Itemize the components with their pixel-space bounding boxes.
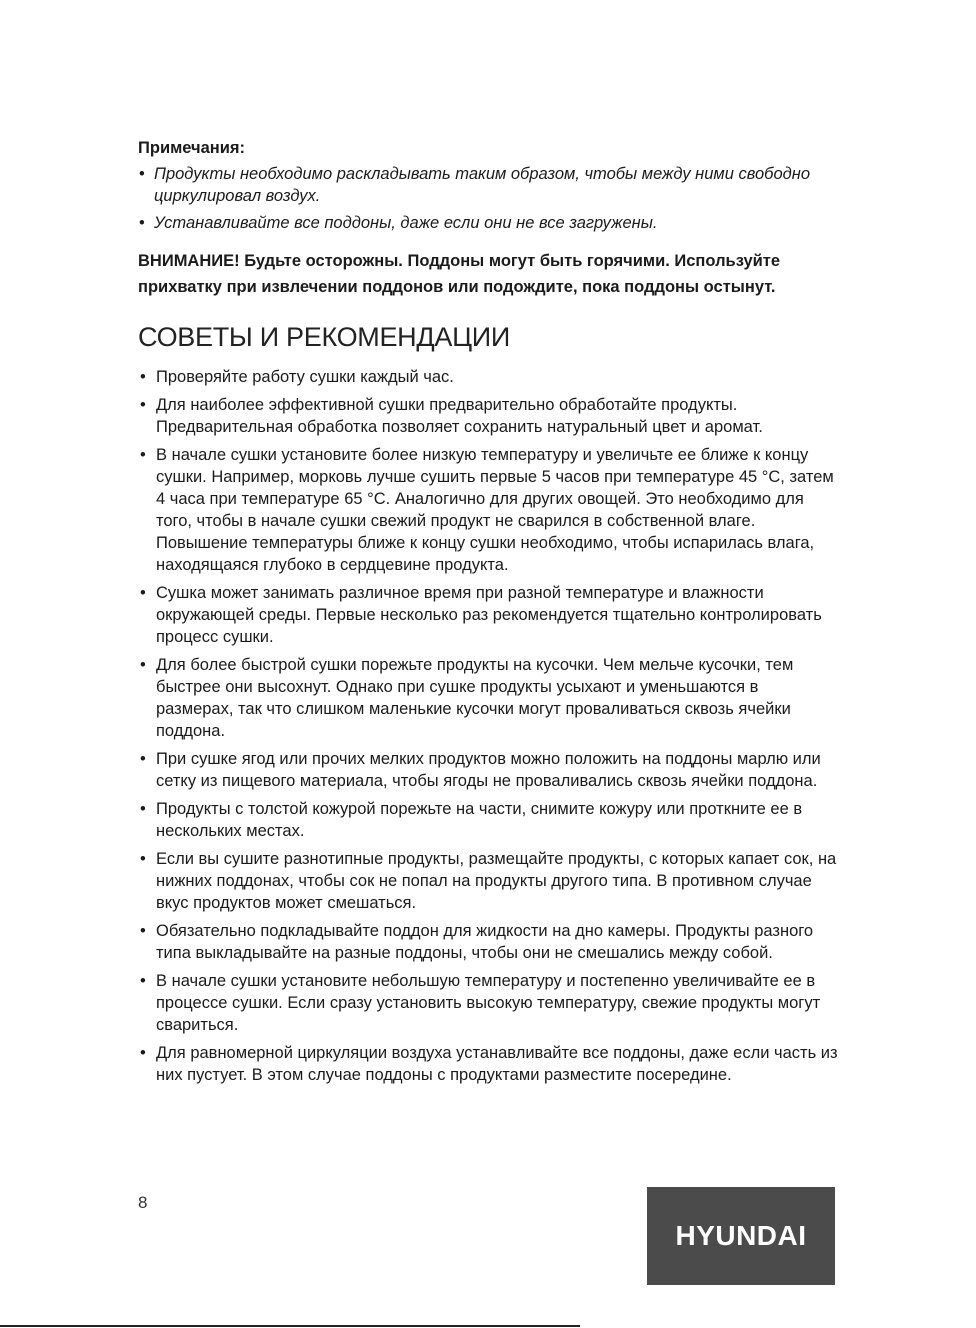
tip-item (138, 366, 838, 388)
bullet-icon: • (139, 165, 145, 183)
note-text: Устанавливайте все поддоны, даже если они не все загружены. (154, 214, 658, 232)
tip-text: Продукты с толстой кожурой порежьте на части, снимите кожуру или проткните ее в нескольких местах. (156, 800, 803, 840)
bullet-icon: • (140, 750, 146, 768)
tip-item (138, 848, 838, 914)
note-item (138, 212, 838, 234)
section-title: СОВЕТЫ И РЕКОМЕНДАЦИИ (138, 322, 510, 352)
brand-logo (647, 1187, 835, 1285)
note-item (138, 163, 838, 207)
tip-text: Сушка может занимать различное время при разной температуре и влажности окружающей среды. Первые несколько раз рекомендуется тщательно контролировать процесс сушки. (156, 584, 822, 646)
bullet-icon: • (140, 972, 146, 990)
tip-text: В начале сушки установите небольшую температуру и постепенно увеличивайте ее в процессе сушки. Если сразу установить высокую температуру, свежие продукты могут свариться. (156, 972, 821, 1034)
tip-text: Для наиболее эффективной сушки предварительно обработайте продукты. Предварительная обработка позволяет сохранить натуральный цвет и аромат. (156, 396, 763, 436)
tip-text: Для более быстрой сушки порежьте продукты на кусочки. Чем мельче кусочки, тем быстрее они высохнут. Однако при сушке продукты усыхают и уменьшаются в размерах, так что слишком маленькие кусочки могут проваливаться сквозь ячейки поддона. (156, 656, 794, 740)
bullet-icon: • (140, 656, 146, 674)
page-number: 8 (138, 1193, 148, 1212)
bullet-icon: • (140, 584, 146, 602)
note-text: Продукты необходимо раскладывать таким образом, чтобы между ними свободно циркулировал воздух. (154, 165, 811, 205)
bullet-icon: • (140, 850, 146, 868)
tip-item (138, 798, 838, 842)
page-content (138, 137, 838, 1092)
tip-text: Для равномерной циркуляции воздуха устанавливайте все поддоны, даже если часть из них пустует. В этом случае поддоны с продуктами разместите посередине. (156, 1044, 838, 1084)
tip-text: При сушке ягод или прочих мелких продуктов можно положить на поддоны марлю или сетку из пищевого материала, чтобы ягоды не проваливались сквозь ячейки поддона. (156, 750, 821, 790)
tip-item (138, 970, 838, 1036)
tip-text: Если вы сушите разнотипные продукты, размещайте продукты, с которых капает сок, на нижних поддонах, чтобы сок не попал на продукты другого типа. В противном случае вкус продуктов может смешаться. (156, 850, 837, 912)
tip-text: Обязательно подкладывайте поддон для жидкости на дно камеры. Продукты разного типа выкладывайте на разные поддоны, чтобы они не смешались между собой. (156, 922, 814, 962)
bullet-icon: • (140, 396, 146, 414)
tip-text: В начале сушки установите более низкую температуру и увеличьте ее ближе к концу сушки. Например, морковь лучше сушить первые 5 часов при температуре 45 °C, затем 4 часа при температуре 65 °C. Аналогично для других овощей. Это необходимо для того, чтобы в начале сушки свежий продукт не сварился в собственной влаге. Повышение температуры ближе к концу сушки необходимо, чтобы испарилась влага, находящаяся глубоко в сердцевине продукта. (156, 446, 834, 574)
notes-list (138, 163, 838, 234)
bullet-icon: • (140, 368, 146, 386)
tip-item (138, 444, 838, 576)
tip-item (138, 920, 838, 964)
tip-item (138, 748, 838, 792)
brand-logo-text: HYUNDAI (675, 1220, 807, 1251)
bullet-icon: • (140, 1044, 146, 1062)
bullet-icon: • (140, 922, 146, 940)
tip-item (138, 582, 838, 648)
tip-item (138, 654, 838, 742)
tip-item (138, 1042, 838, 1086)
tip-text: Проверяйте работу сушки каждый час. (156, 368, 454, 386)
tips-list (138, 366, 838, 1086)
bullet-icon: • (140, 800, 146, 818)
notes-title: Примечания: (138, 139, 246, 157)
bottom-divider (0, 1325, 580, 1327)
bullet-icon: • (139, 214, 145, 232)
tip-item (138, 394, 838, 438)
bullet-icon: • (140, 446, 146, 464)
warning-text: ВНИМАНИЕ! Будьте осторожны. Поддоны могут быть горячими. Используйте прихватку при извлечении поддонов или подождите, пока поддоны остынут. (138, 252, 781, 296)
